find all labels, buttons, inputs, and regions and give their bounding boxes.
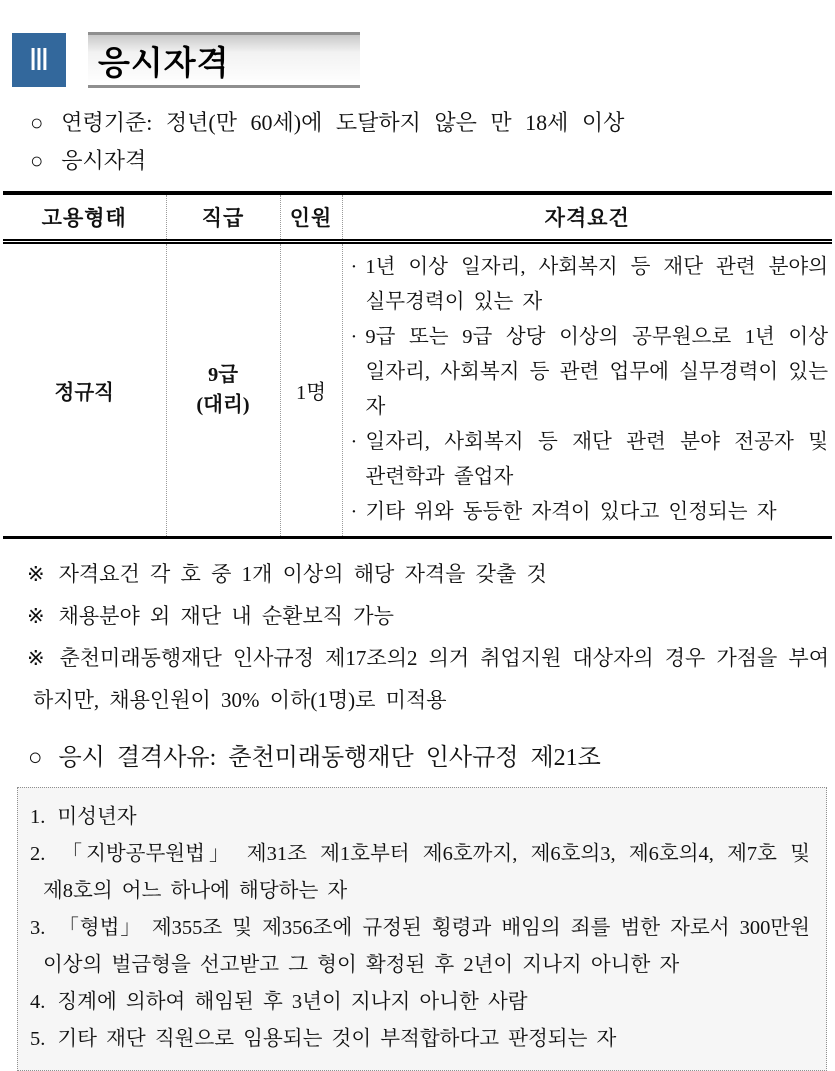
qualification-table [3, 191, 832, 539]
dot-bullet-icon: · [350, 256, 358, 278]
reference-mark-icon: ※ [27, 604, 45, 628]
disqualification-item [30, 1021, 810, 1058]
position-cell [166, 242, 280, 538]
age-criteria-line [30, 104, 835, 142]
disqualification-heading-text: 응시 결격사유: 춘천미래동행재단 인사규정 제21조 [58, 745, 601, 771]
item-text: 「형법」 제355조 및 제356조에 규정된 횡령과 배임의 죄를 범한 자로서 300만원 이상의 벌금형을 선고받고 그 형이 확정된 후 2년이 지나지 아니한 자 [43, 917, 810, 976]
count-cell: 1명 [280, 242, 342, 538]
disqualification-box [17, 787, 827, 1071]
document-page [0, 32, 835, 1050]
section-title: 응시자격 [98, 43, 230, 81]
note-text: 채용분야 외 재단 내 순환보직 가능 [58, 604, 394, 628]
table-header-row [3, 193, 832, 242]
position-grade: 9급 [207, 364, 239, 386]
dot-bullet-icon: · [350, 326, 358, 348]
circle-bullet-icon: ○ [30, 110, 44, 135]
requirement-item [351, 320, 829, 425]
col-header-requirements: 자격요건 [342, 193, 832, 242]
requirement-text: 기타 위와 동등한 자격이 있다고 인정되는 자 [365, 501, 777, 523]
item-number: 2. [30, 843, 46, 865]
col-header-position: 직급 [166, 193, 280, 242]
item-number: 3. [30, 917, 46, 939]
top-bullets [30, 104, 835, 180]
dot-bullet-icon: · [350, 501, 358, 523]
item-number: 5. [30, 1028, 46, 1050]
reference-mark-icon: ※ [27, 562, 45, 586]
reference-mark-icon: ※ [27, 646, 46, 670]
qualification-text: 응시자격 [61, 148, 147, 173]
requirement-item [351, 495, 829, 530]
section-number: Ⅲ [28, 43, 50, 77]
requirement-text: 1년 이상 일자리, 사회복지 등 재단 관련 분야의 실무경력이 있는 자 [365, 256, 828, 313]
item-number: 1. [30, 806, 46, 828]
requirement-item [351, 250, 829, 320]
age-criteria-text: 연령기준: 정년(만 60세)에 도달하지 않은 만 18세 이상 [61, 110, 625, 135]
requirement-text: 9급 또는 9급 상당 이상의 공무원으로 1년 이상 일자리, 사회복지 등 관련 업무에 실무경력이 있는 자 [365, 326, 828, 418]
table-row [3, 242, 832, 538]
item-text: 징계에 의하여 해임된 후 3년이 지나지 아니한 사람 [57, 991, 528, 1013]
disqualification-heading [28, 737, 835, 772]
item-text: 기타 재단 직원으로 임용되는 것이 부적합하다고 판정되는 자 [57, 1028, 617, 1050]
qualification-line [30, 142, 835, 180]
requirement-text: 일자리, 사회복지 등 재단 관련 분야 전공자 및 관련학과 졸업자 [365, 431, 828, 488]
circle-bullet-icon: ○ [28, 745, 43, 771]
note-item [27, 637, 829, 721]
item-text: 「지방공무원법」 제31조 제1호부터 제6호까지, 제6호의3, 제6호의4, 제7호 및 제8호의 어느 하나에 해당하는 자 [43, 843, 810, 902]
disqualification-item [30, 836, 810, 910]
col-header-employment-type: 고용형태 [41, 206, 127, 230]
disqualification-item [30, 984, 810, 1021]
note-item [27, 553, 829, 595]
position-title: (대리) [196, 394, 250, 416]
note-text: 춘천미래동행재단 인사규정 제17조의2 의거 취업지원 대상자의 경우 가점을 부여 하지만, 채용인원이 30% 이하(1명)로 미적용 [33, 646, 829, 712]
requirements-cell [342, 242, 832, 538]
col-header-count: 인원 [280, 193, 342, 242]
dot-bullet-icon: · [350, 431, 358, 453]
section-title-box [88, 32, 360, 88]
item-number: 4. [30, 991, 46, 1013]
requirement-item [351, 425, 829, 495]
disqualification-item [30, 799, 810, 836]
disqualification-item [30, 910, 810, 984]
note-text: 자격요건 각 호 중 1개 이상의 해당 자격을 갖출 것 [58, 562, 547, 586]
item-text: 미성년자 [57, 806, 137, 828]
employment-type-cell: 정규직 [54, 382, 114, 404]
note-item [27, 595, 829, 637]
section-number-box [12, 33, 66, 87]
notes-section [27, 553, 829, 721]
section-header [12, 32, 835, 88]
circle-bullet-icon: ○ [30, 148, 44, 173]
